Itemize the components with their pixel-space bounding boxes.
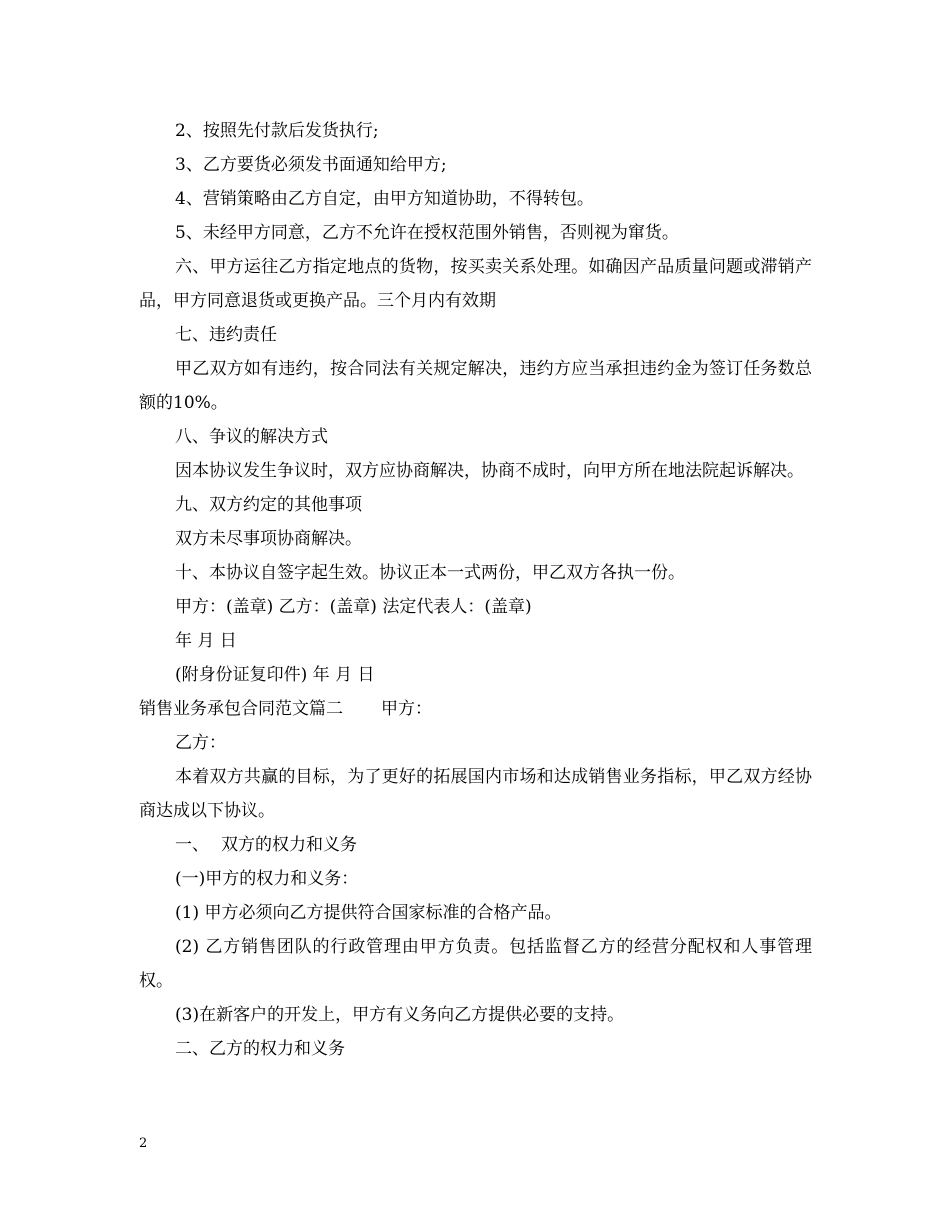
- section-7-heading: 七、违约责任: [175, 325, 277, 345]
- contract-two-title: 销售业务承包合同范文篇二: [139, 699, 343, 719]
- clause-5-5: 5、未经甲方同意，乙方不允许在授权范围外销售，否则视为窜货。: [175, 223, 679, 243]
- section-8-paragraph: 因本协议发生争议时，双方应协商解决，协商不成时，向甲方所在地法院起诉解决。: [175, 461, 804, 481]
- contract-two-title-line: [139, 692, 812, 726]
- section-6-paragraph: 六、甲方运往乙方指定地点的货物，按买卖关系处理。如确因产品质量问题或滞销产品，甲方同意退货或更换产品。三个月内有效期: [139, 257, 812, 311]
- preamble-paragraph: 本着双方共赢的目标，为了更好的拓展国内市场和达成销售业务指标，甲乙双方经协商达成以下协议。: [139, 767, 812, 821]
- signature-line: 甲方：(盖章) 乙方：(盖章) 法定代表人：(盖章): [175, 597, 532, 617]
- part-2-heading: 二、乙方的权力和义务: [175, 1039, 345, 1059]
- section-10-paragraph: 十、本协议自签字起生效。协议正本一式两份，甲乙双方各执一份。: [175, 563, 685, 583]
- clause-5-2: 2、按照先付款后发货执行;: [175, 121, 379, 141]
- part-1-title: 双方的权力和义务: [221, 835, 357, 855]
- party-a-item-1: (1) 甲方必须向乙方提供符合国家标准的合格产品。: [175, 903, 562, 923]
- clause-5-3: 3、乙方要货必须发书面通知给甲方;: [175, 155, 447, 175]
- section-9-heading: 九、双方约定的其他事项: [175, 495, 362, 515]
- party-a-rights-heading: (一)甲方的权力和义务：: [175, 869, 359, 889]
- date-line: 年 月 日: [175, 631, 237, 651]
- party-b-label: 乙方：: [175, 733, 226, 753]
- page-number: 2: [139, 1136, 148, 1151]
- section-9-paragraph: 双方未尽事项协商解决。: [175, 529, 362, 549]
- part-1-number: 一、: [175, 835, 209, 855]
- section-7-paragraph: 甲乙双方如有违约，按合同法有关规定解决，违约方应当承担违约金为签订任务数总额的10%。: [139, 359, 812, 413]
- document-body: [139, 114, 812, 1066]
- party-a-label: 甲方：: [381, 699, 432, 719]
- party-a-item-2: (2) 乙方销售团队的行政管理由甲方负责。包括监督乙方的经营分配权和人事管理权。: [139, 937, 812, 991]
- section-8-heading: 八、争议的解决方式: [175, 427, 328, 447]
- party-a-item-3: (3)在新客户的开发上，甲方有义务向乙方提供必要的支持。: [175, 1005, 625, 1025]
- id-copy-date-line: (附身份证复印件) 年 月 日: [175, 665, 375, 685]
- clause-5-4: 4、营销策略由乙方自定，由甲方知道协助，不得转包。: [175, 189, 594, 209]
- part-1-heading: [139, 828, 812, 862]
